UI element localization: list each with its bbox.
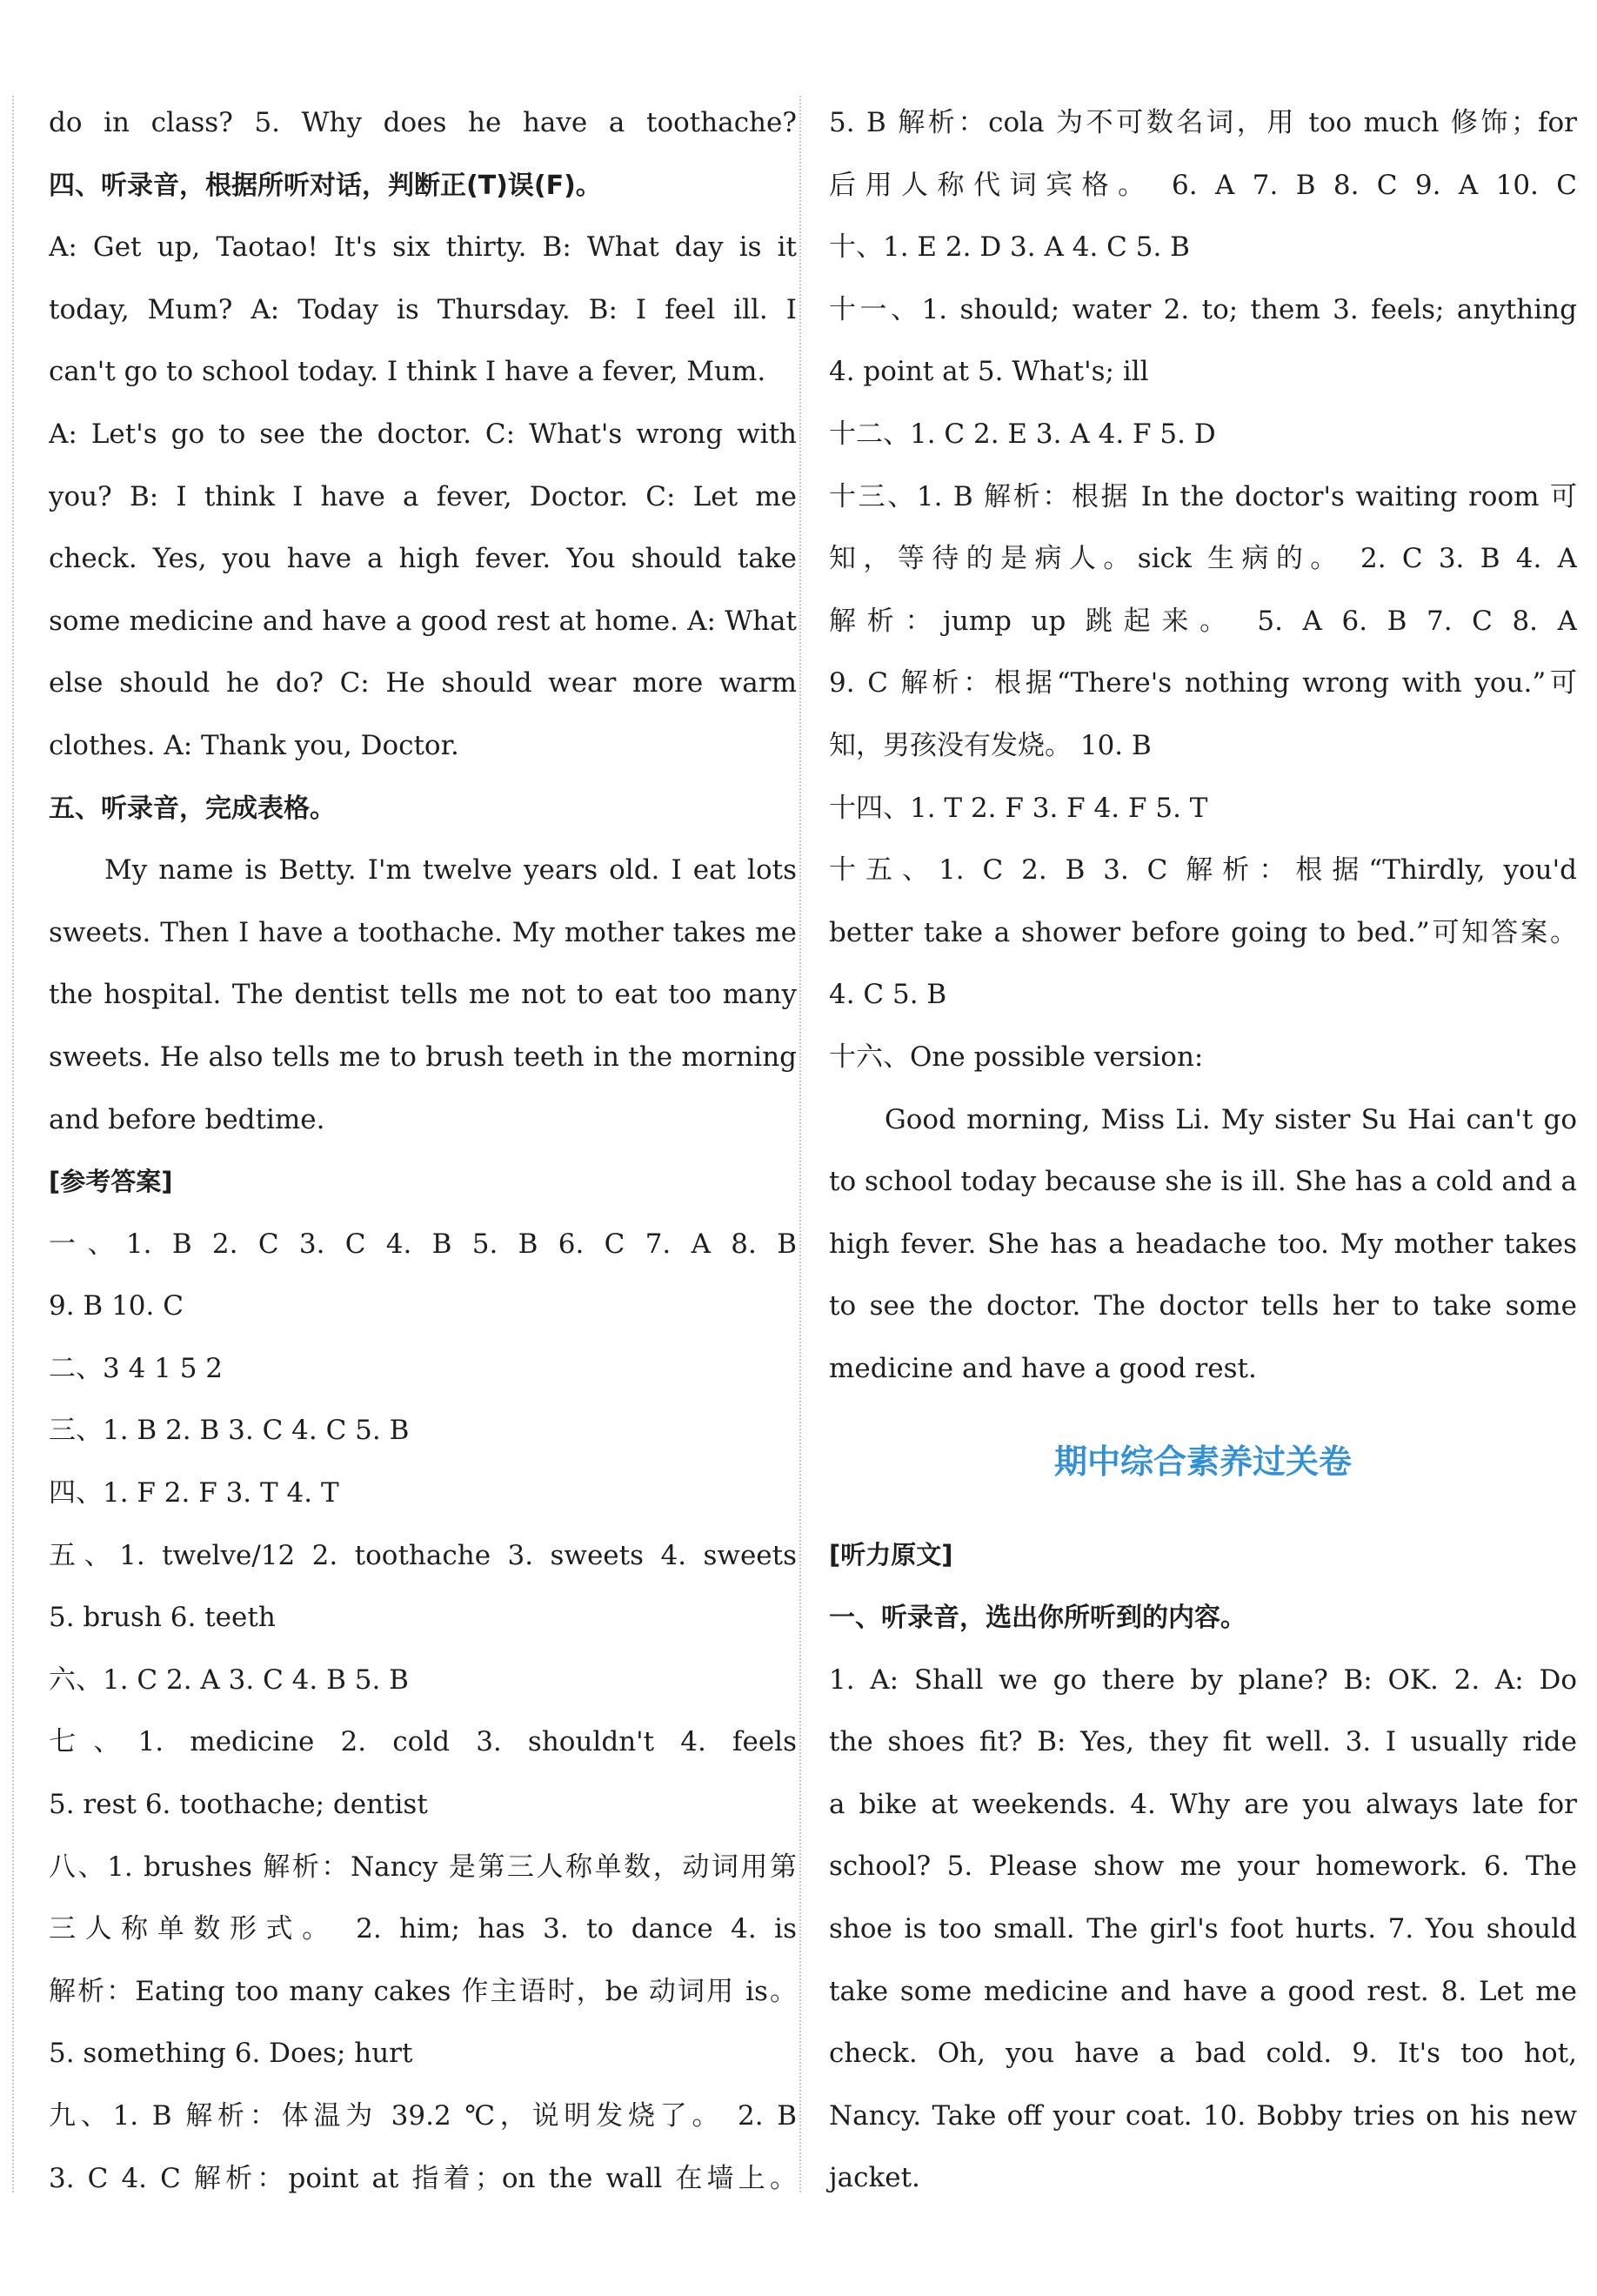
answer-line: 后用人称代词宾格。 6. A 7. B 8. C 9. A 10. C — [829, 169, 1577, 201]
right-column — [829, 0, 1577, 2210]
text-line: else should he do? C: He should wear more warm — [49, 667, 797, 700]
text-line: A: Let's go to see the doctor. C: What's wrong with — [49, 418, 797, 450]
answer-line: 5. B 解析：cola 为不可数名词，用 too much 修饰；for — [829, 107, 1577, 138]
answer-line: 十五、1. C 2. B 3. C 解析：根据“Thirdly, you'd — [829, 854, 1577, 887]
answer-line: 5. something 6. Does; hurt — [49, 2038, 413, 2070]
answer-line: 9. B 10. C — [49, 1290, 184, 1322]
text-line: can't go to school today. I think I have a fever, Mum. — [49, 356, 766, 388]
answer-line: 八、1. brushes 解析：Nancy 是第三人称单数，动词用第 — [49, 1851, 797, 1883]
text-line: some medicine and have a good rest at home. A: What — [49, 605, 797, 637]
text-line: check. Yes, you have a high fever. You should take — [49, 543, 797, 575]
passage-line: and before bedtime. — [49, 1103, 325, 1135]
answer-line: 四、1. F 2. F 3. T 4. T — [49, 1477, 339, 1509]
section-heading: 五、听录音，完成表格。 — [49, 793, 336, 824]
answer-line: 4. point at 5. What's; ill — [829, 356, 1149, 388]
answer-line: 解析：Eating too many cakes 作主语时，be 动词用 is。 — [49, 1975, 797, 2007]
answer-line: 解析：jump up 跳起来。 5. A 6. B 7. C 8. A — [829, 605, 1577, 637]
passage-line: sweets. Then I have a toothache. My mother takes me — [49, 916, 797, 948]
answer-line: 5. brush 6. teeth — [49, 1602, 276, 1634]
section-title: 期中综合素养过关卷 — [1053, 1443, 1352, 1482]
answer-line: 五、1. twelve/12 2. toothache 3. sweets 4. sweets — [49, 1539, 797, 1571]
text-line: A: Get up, Taotao! It's six thirty. B: What day is it — [49, 231, 797, 264]
section-heading: 四、听录音，根据所听对话，判断正(T)误(F)。 — [49, 170, 602, 201]
answer-line: 十四、1. T 2. F 3. F 4. F 5. T — [829, 792, 1208, 824]
answer-line: 3. C 4. C 解析：point at 指着；on the wall 在墙上。 — [49, 2162, 797, 2194]
answer-line: 六、1. C 2. A 3. C 4. B 5. B — [49, 1663, 409, 1696]
passage-line: the hospital. The dentist tells me not to eat too many — [49, 979, 797, 1011]
answer-line: 九、1. B 解析：体温为 39.2 ℃，说明发烧了。 2. B — [49, 2100, 797, 2132]
text-line: today, Mum? A: Today is Thursday. B: I feel ill. I — [49, 293, 797, 325]
transcript-line: 1. A: Shall we go there by plane? B: OK. 2. A: Do — [829, 1663, 1577, 1696]
answer-line: 七、1. medicine 2. cold 3. shouldn't 4. feels — [49, 1726, 797, 1758]
transcript-label: [听力原文] — [829, 1540, 953, 1570]
answer-line: 十一、1. should; water 2. to; them 3. feels; anything — [829, 293, 1577, 325]
left-margin-rule — [12, 96, 14, 2192]
answer-line: 5. rest 6. toothache; dentist — [49, 1789, 428, 1821]
text-line: you? B: I think I have a fever, Doctor. C: Let me — [49, 480, 797, 512]
transcript-line: shoe is too small. The girl's foot hurts. 7. You should — [829, 1913, 1577, 1945]
essay-line: to see the doctor. The doctor tells her to take some — [829, 1290, 1577, 1322]
answer-line: 知，男孩没有发烧。 10. B — [829, 729, 1152, 761]
answer-line: 十二、1. C 2. E 3. A 4. F 5. D — [829, 418, 1216, 450]
answer-line: 十、1. E 2. D 3. A 4. C 5. B — [829, 231, 1190, 264]
answer-line: 二、3 4 1 5 2 — [49, 1352, 224, 1384]
transcript-line: school? 5. Please show me your homework. 6. The — [829, 1851, 1577, 1883]
essay-line: high fever. She has a headache too. My mother takes — [829, 1228, 1577, 1260]
transcript-line: the shoes fit? B: Yes, they fit well. 3. I usually ride — [829, 1726, 1577, 1758]
left-column — [49, 0, 797, 2210]
answer-line: 三、1. B 2. B 3. C 4. C 5. B — [49, 1415, 410, 1447]
text-line: clothes. A: Thank you, Doctor. — [49, 729, 459, 761]
column-divider — [799, 96, 801, 2192]
transcript-line: a bike at weekends. 4. Why are you always late for — [829, 1788, 1577, 1820]
answer-line: 9. C 解析：根据“There's nothing wrong with you.”可 — [829, 667, 1577, 700]
answer-line: 三人称单数形式。 2. him; has 3. to dance 4. is — [49, 1913, 797, 1945]
essay-line: to school today because she is ill. She has a cold and a — [829, 1166, 1577, 1198]
section-heading: 一、听录音，选出你所听到的内容。 — [829, 1603, 1246, 1634]
essay-line: Good morning, Miss Li. My sister Su Hai can't go — [885, 1103, 1577, 1135]
answer-line: 知，等待的是病人。sick 生病的。 2. C 3. B 4. A — [829, 543, 1577, 575]
answer-line: 十三、1. B 解析：根据 In the doctor's waiting room 可 — [829, 480, 1577, 512]
text-line: do in class? 5. Why does he have a toothache? — [49, 107, 797, 138]
transcript-line: jacket. — [829, 2162, 920, 2194]
answer-line: 4. C 5. B — [829, 979, 947, 1011]
transcript-line: Nancy. Take off your coat. 10. Bobby tries on his new — [829, 2099, 1577, 2132]
answer-line: 十六、One possible version: — [829, 1041, 1204, 1073]
transcript-line: take some medicine and have a good rest. 8. Let me — [829, 1975, 1577, 2007]
answer-line: better take a shower before going to bed.”可知答案。 — [829, 916, 1577, 948]
passage-line: sweets. He also tells me to brush teeth in the morning — [49, 1041, 797, 1073]
transcript-line: check. Oh, you have a bad cold. 9. It's too hot, — [829, 2038, 1577, 2070]
answer-key-label: [参考答案] — [49, 1167, 173, 1197]
passage-line: My name is Betty. I'm twelve years old. I eat lots — [104, 854, 797, 887]
essay-line: medicine and have a good rest. — [829, 1352, 1257, 1384]
answer-line: 一、1. B 2. C 3. C 4. B 5. B 6. C 7. A 8. B — [49, 1228, 797, 1260]
